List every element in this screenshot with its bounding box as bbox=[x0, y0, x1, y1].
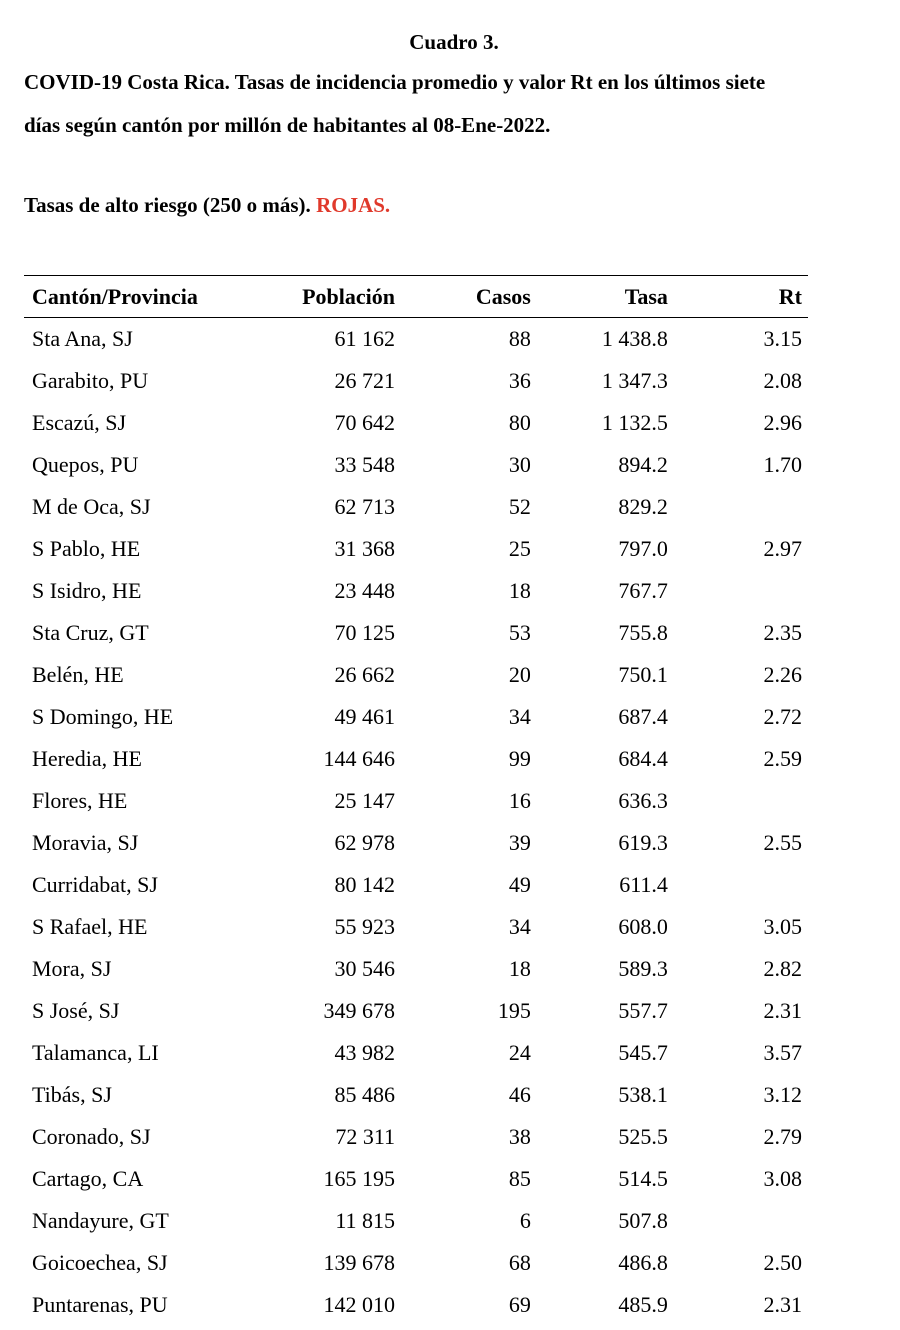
cell-casos: 85 bbox=[508, 1166, 531, 1191]
cell-casos: 34 bbox=[508, 704, 531, 729]
table-row bbox=[24, 1158, 808, 1200]
cell-canton: S Isidro, HE bbox=[32, 578, 142, 603]
cell-canton: Moravia, SJ bbox=[32, 830, 139, 855]
cell-poblacion: 26 721 bbox=[334, 368, 395, 393]
cell-rt bbox=[674, 864, 808, 906]
cell-poblacion: 142 010 bbox=[323, 1292, 395, 1317]
cell-casos: 30 bbox=[508, 452, 531, 477]
table-row bbox=[24, 612, 808, 654]
cell-casos: 68 bbox=[508, 1250, 531, 1275]
cell-canton: Goicoechea, SJ bbox=[32, 1250, 168, 1275]
cell-rt: 3.57 bbox=[763, 1040, 802, 1065]
cell-casos: 46 bbox=[508, 1082, 531, 1107]
table-body bbox=[24, 318, 808, 1327]
cell-canton: Puntarenas, PU bbox=[32, 1292, 168, 1317]
cell-canton: M de Oca, SJ bbox=[32, 494, 151, 519]
cell-tasa: 684.4 bbox=[618, 746, 668, 771]
cell-tasa: 750.1 bbox=[618, 662, 668, 687]
cell-rt bbox=[674, 570, 808, 612]
cell-rt: 2.82 bbox=[763, 956, 802, 981]
cell-tasa: 636.3 bbox=[618, 788, 668, 813]
column-header-casos: Casos bbox=[401, 276, 537, 318]
cell-canton: Garabito, PU bbox=[32, 368, 149, 393]
cell-rt: 2.31 bbox=[763, 998, 802, 1023]
cell-casos: 52 bbox=[508, 494, 531, 519]
cell-canton: Talamanca, LI bbox=[32, 1040, 159, 1065]
table-row bbox=[24, 318, 808, 361]
cell-canton: Belén, HE bbox=[32, 662, 124, 687]
cell-rt: 2.08 bbox=[763, 368, 802, 393]
table-row bbox=[24, 570, 808, 612]
cell-casos: 80 bbox=[508, 410, 531, 435]
cell-poblacion: 62 713 bbox=[334, 494, 395, 519]
cell-casos: 99 bbox=[508, 746, 531, 771]
cell-tasa: 485.9 bbox=[618, 1292, 668, 1317]
cell-rt: 3.12 bbox=[763, 1082, 802, 1107]
cell-poblacion: 30 546 bbox=[334, 956, 395, 981]
table-row bbox=[24, 486, 808, 528]
cell-tasa: 687.4 bbox=[618, 704, 668, 729]
cell-rt: 2.35 bbox=[763, 620, 802, 645]
cell-casos: 195 bbox=[497, 998, 531, 1023]
cell-rt: 2.96 bbox=[763, 410, 802, 435]
cell-rt: 2.72 bbox=[763, 704, 802, 729]
cell-tasa: 514.5 bbox=[618, 1166, 668, 1191]
cell-tasa: 797.0 bbox=[618, 536, 668, 561]
cell-poblacion: 49 461 bbox=[334, 704, 395, 729]
cell-tasa: 829.2 bbox=[618, 494, 668, 519]
cell-tasa: 545.7 bbox=[618, 1040, 668, 1065]
table-row bbox=[24, 360, 808, 402]
table-row bbox=[24, 948, 808, 990]
cell-casos: 38 bbox=[508, 1124, 531, 1149]
column-header-rt: Rt bbox=[674, 276, 808, 318]
table-row bbox=[24, 738, 808, 780]
table-row bbox=[24, 1284, 808, 1326]
cell-poblacion: 80 142 bbox=[334, 872, 395, 897]
cell-poblacion: 26 662 bbox=[334, 662, 395, 687]
document-title-line-2: días según cantón por millón de habitantes al 08-Ene-2022. bbox=[24, 113, 551, 137]
document-title-line-1: COVID-19 Costa Rica. Tasas de incidencia promedio y valor Rt en los últimos siete bbox=[24, 70, 766, 94]
cell-casos: 24 bbox=[508, 1040, 531, 1065]
cell-canton: Quepos, PU bbox=[32, 452, 139, 477]
table-row bbox=[24, 1074, 808, 1116]
cell-poblacion: 349 678 bbox=[323, 998, 395, 1023]
cell-tasa: 619.3 bbox=[618, 830, 668, 855]
cell-rt: 3.08 bbox=[763, 1166, 802, 1191]
incidence-table bbox=[24, 275, 808, 1326]
cell-poblacion: 43 982 bbox=[334, 1040, 395, 1065]
cell-poblacion: 144 646 bbox=[323, 746, 395, 771]
cell-rt: 2.31 bbox=[763, 1292, 802, 1317]
cell-canton: Heredia, HE bbox=[32, 746, 142, 771]
cell-canton: Coronado, SJ bbox=[32, 1124, 151, 1149]
cell-poblacion: 165 195 bbox=[323, 1166, 395, 1191]
cell-casos: 18 bbox=[508, 956, 531, 981]
cell-poblacion: 23 448 bbox=[334, 578, 395, 603]
table-row bbox=[24, 1200, 808, 1242]
table-row bbox=[24, 444, 808, 486]
table-row bbox=[24, 402, 808, 444]
cell-tasa: 611.4 bbox=[619, 872, 668, 897]
table-row bbox=[24, 906, 808, 948]
cell-tasa: 486.8 bbox=[618, 1250, 668, 1275]
cell-poblacion: 85 486 bbox=[334, 1082, 395, 1107]
cell-canton: Cartago, CA bbox=[32, 1166, 144, 1191]
cell-canton: Sta Cruz, GT bbox=[32, 620, 149, 645]
cell-poblacion: 70 125 bbox=[334, 620, 395, 645]
risk-highlight-label: ROJAS. bbox=[316, 193, 391, 217]
table-row bbox=[24, 696, 808, 738]
cell-poblacion: 139 678 bbox=[323, 1250, 395, 1275]
column-header-poblacion: Población bbox=[234, 276, 401, 318]
table-row bbox=[24, 1242, 808, 1284]
cell-poblacion: 61 162 bbox=[334, 326, 395, 351]
table-row bbox=[24, 990, 808, 1032]
cell-tasa: 755.8 bbox=[618, 620, 668, 645]
cell-tasa: 1 438.8 bbox=[601, 326, 668, 351]
cell-rt: 2.79 bbox=[763, 1124, 802, 1149]
cell-rt bbox=[674, 780, 808, 822]
cell-tasa: 589.3 bbox=[618, 956, 668, 981]
cell-casos: 34 bbox=[508, 914, 531, 939]
cell-poblacion: 72 311 bbox=[335, 1124, 395, 1149]
cell-casos: 39 bbox=[508, 830, 531, 855]
cell-rt: 2.97 bbox=[763, 536, 802, 561]
cell-tasa: 557.7 bbox=[618, 998, 668, 1023]
cell-canton: Escazú, SJ bbox=[32, 410, 127, 435]
cell-poblacion: 70 642 bbox=[334, 410, 395, 435]
table-row bbox=[24, 1116, 808, 1158]
cell-tasa: 1 132.5 bbox=[601, 410, 668, 435]
table-row bbox=[24, 780, 808, 822]
cell-casos: 53 bbox=[508, 620, 531, 645]
cell-tasa: 608.0 bbox=[618, 914, 668, 939]
cell-poblacion: 25 147 bbox=[334, 788, 395, 813]
table-row bbox=[24, 1032, 808, 1074]
cell-tasa: 767.7 bbox=[618, 578, 668, 603]
cell-canton: Nandayure, GT bbox=[32, 1208, 169, 1233]
cell-canton: Sta Ana, SJ bbox=[32, 326, 133, 351]
cell-tasa: 1 347.3 bbox=[601, 368, 668, 393]
cell-rt: 2.50 bbox=[763, 1250, 802, 1275]
cell-canton: S Domingo, HE bbox=[32, 704, 174, 729]
column-header-canton: Cantón/Provincia bbox=[24, 276, 234, 318]
cell-tasa: 507.8 bbox=[618, 1208, 668, 1233]
table-row bbox=[24, 864, 808, 906]
cell-casos: 69 bbox=[508, 1292, 531, 1317]
cell-poblacion: 55 923 bbox=[334, 914, 395, 939]
cell-casos: 88 bbox=[508, 326, 531, 351]
table-row bbox=[24, 528, 808, 570]
cell-canton: S José, SJ bbox=[32, 998, 120, 1023]
cell-rt: 2.59 bbox=[763, 746, 802, 771]
cell-canton: S Pablo, HE bbox=[32, 536, 141, 561]
table-number: Cuadro 3. bbox=[409, 30, 499, 54]
cell-rt: 2.55 bbox=[763, 830, 802, 855]
cell-rt: 2.26 bbox=[763, 662, 802, 687]
cell-rt: 3.05 bbox=[763, 914, 802, 939]
cell-rt bbox=[674, 1200, 808, 1242]
cell-casos: 6 bbox=[519, 1208, 531, 1233]
cell-casos: 20 bbox=[508, 662, 531, 687]
table-row bbox=[24, 654, 808, 696]
cell-tasa: 894.2 bbox=[618, 452, 668, 477]
cell-casos: 36 bbox=[508, 368, 531, 393]
cell-casos: 18 bbox=[508, 578, 531, 603]
cell-canton: Mora, SJ bbox=[32, 956, 112, 981]
cell-canton: S Rafael, HE bbox=[32, 914, 148, 939]
cell-canton: Curridabat, SJ bbox=[32, 872, 158, 897]
cell-rt: 3.15 bbox=[763, 326, 802, 351]
cell-tasa: 525.5 bbox=[618, 1124, 668, 1149]
cell-casos: 49 bbox=[508, 872, 531, 897]
cell-casos: 16 bbox=[508, 788, 531, 813]
cell-poblacion: 11 815 bbox=[335, 1208, 395, 1233]
cell-poblacion: 31 368 bbox=[334, 536, 395, 561]
risk-subtitle bbox=[24, 193, 884, 217]
table-row bbox=[24, 822, 808, 864]
cell-tasa: 538.1 bbox=[618, 1082, 668, 1107]
cell-poblacion: 62 978 bbox=[334, 830, 395, 855]
table-header-row bbox=[24, 276, 808, 318]
cell-rt: 1.70 bbox=[763, 452, 802, 477]
risk-subtitle-text: Tasas de alto riesgo (250 o más). bbox=[24, 193, 317, 217]
cell-canton: Flores, HE bbox=[32, 788, 128, 813]
cell-poblacion: 33 548 bbox=[334, 452, 395, 477]
cell-casos: 25 bbox=[508, 536, 531, 561]
column-header-tasa: Tasa bbox=[537, 276, 674, 318]
cell-rt bbox=[674, 486, 808, 528]
cell-canton: Tibás, SJ bbox=[32, 1082, 112, 1107]
